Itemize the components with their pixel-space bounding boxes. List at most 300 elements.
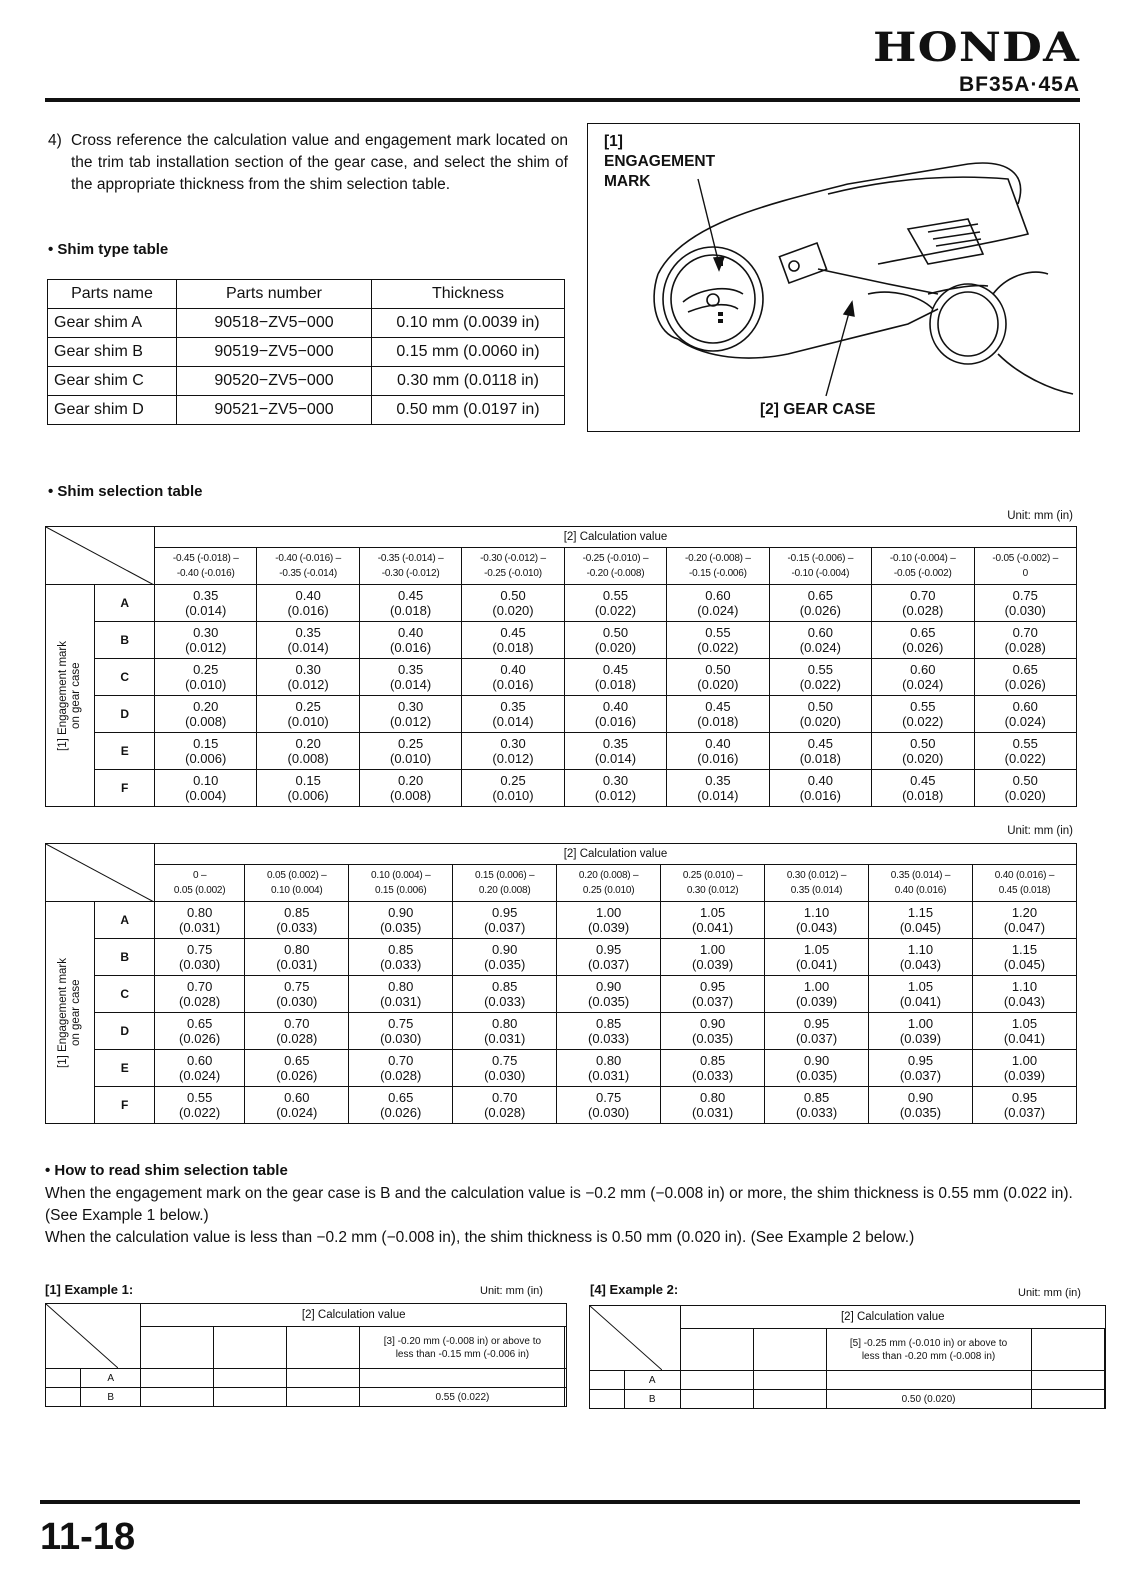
thickness-mm: 0.25 (397, 736, 424, 751)
thickness-mm: 0.65 (807, 588, 833, 603)
thickness-in: (0.033) (380, 957, 422, 972)
example2-title: [4] Example 2: (590, 1282, 679, 1297)
thickness-mm: 0.50 (500, 588, 526, 603)
thickness-mm: 1.10 (1011, 979, 1038, 994)
table-row (46, 976, 1077, 1013)
shim-thickness-cell (667, 585, 769, 622)
thickness-mm: 0.60 (807, 625, 833, 640)
thickness-mm: 1.05 (907, 979, 934, 994)
thickness-in: (0.043) (1003, 994, 1046, 1009)
shim-thickness-cell (359, 659, 461, 696)
shim-thickness-cell (462, 696, 564, 733)
thickness-mm: 0.15 (193, 736, 219, 751)
thickness-in: (0.028) (1004, 640, 1046, 655)
thickness-in: (0.024) (799, 640, 841, 655)
shim-thickness-cell (245, 902, 349, 939)
page-number: 11-18 (40, 1516, 136, 1558)
thickness-mm: 0.40 (602, 699, 629, 714)
thickness-in: (0.035) (484, 957, 526, 972)
engagement-mark: D (95, 1013, 155, 1050)
thickness-mm: 0.60 (1012, 699, 1038, 714)
thickness-in: (0.030) (1004, 603, 1046, 618)
thickness-mm: 0.70 (910, 588, 936, 603)
shim-thickness-cell (869, 976, 973, 1013)
shim-thickness-cell (972, 1087, 1076, 1124)
thickness-mm: 0.30 (602, 773, 629, 788)
thickness-mm: 0.25 (500, 773, 526, 788)
shim-thickness-cell (972, 939, 1076, 976)
thickness-mm: 0.75 (492, 1053, 518, 1068)
model-name: BF35A·45A (958, 73, 1080, 96)
example1-title: [1] Example 1: (45, 1282, 134, 1297)
thickness-in: (0.020) (697, 677, 739, 692)
shim-thickness-cell (155, 902, 245, 939)
parts-name: Gear shim A (48, 309, 177, 338)
thickness-in: (0.039) (1003, 1068, 1046, 1083)
thickness-in: (0.030) (588, 1105, 630, 1120)
range-line: 0 – (193, 870, 207, 881)
shim-thickness-cell (869, 1050, 973, 1087)
thickness-in: (0.014) (492, 714, 534, 729)
thickness-in: (0.035) (795, 1068, 838, 1083)
shim-thickness-cell (661, 902, 765, 939)
diagonal-corner (46, 527, 155, 585)
thickness-in: (0.028) (179, 994, 221, 1009)
thickness-mm: 0.60 (284, 1090, 310, 1105)
thickness-mm: 0.65 (187, 1016, 213, 1031)
shim-thickness-cell (769, 659, 871, 696)
thickness-mm: 0.85 (492, 979, 518, 994)
thickness-mm: 0.35 (500, 699, 526, 714)
honda-logo: HONDA (873, 24, 1080, 71)
thickness-in: (0.033) (276, 920, 318, 935)
thickness-mm: 0.75 (388, 1016, 414, 1031)
gear-case-figure (587, 123, 1080, 432)
thickness-in: (0.012) (287, 677, 329, 692)
thickness-mm: 0.30 (295, 662, 321, 677)
thickness-mm: 0.25 (295, 699, 321, 714)
parts-name: Gear shim C (48, 367, 177, 396)
thickness-mm: 1.00 (1011, 1053, 1038, 1068)
thickness-in: (0.022) (179, 1105, 221, 1120)
shim-thickness-cell (349, 902, 453, 939)
thickness-mm: 1.05 (803, 942, 830, 957)
shim-thickness-cell (359, 733, 461, 770)
mark-cell: A (625, 1371, 681, 1390)
range-line: -0.05 (-0.002) (893, 568, 952, 579)
thickness: 0.50 mm (0.0197 in) (372, 396, 565, 425)
thickness-in: (0.022) (697, 640, 739, 655)
parts-number: 90518−ZV5−000 (177, 309, 372, 338)
thickness-in: (0.024) (276, 1105, 318, 1120)
range-cell (826, 1329, 1031, 1371)
range-line: 0.25 (0.010) – (682, 870, 743, 881)
thickness-mm: 0.40 (500, 662, 526, 677)
thickness-mm: 0.85 (595, 1016, 622, 1031)
thickness-in: (0.037) (692, 994, 734, 1009)
range-header (453, 865, 557, 902)
thickness-in: (0.033) (484, 994, 526, 1009)
shim-thickness-cell (257, 770, 359, 807)
shim-thickness-cell (453, 1013, 557, 1050)
shim-thickness-cell (257, 622, 359, 659)
thickness-in: (0.020) (799, 714, 841, 729)
shim-thickness-cell (359, 622, 461, 659)
thickness-in: (0.028) (902, 603, 944, 618)
thickness-in: (0.031) (380, 994, 422, 1009)
shim-thickness-cell (974, 622, 1077, 659)
thickness-mm: 0.85 (284, 905, 310, 920)
thickness-mm: 0.55 (910, 699, 936, 714)
thickness-in: (0.039) (899, 1031, 942, 1046)
thickness-in: (0.037) (795, 1031, 838, 1046)
shim-thickness-cell (155, 622, 257, 659)
thickness-in: (0.016) (389, 640, 432, 655)
gear-case-drawing (588, 124, 1079, 431)
thickness-mm: 0.85 (388, 942, 414, 957)
thickness-mm: 1.15 (907, 905, 934, 920)
thickness-mm: 0.55 (1012, 736, 1038, 751)
shim-thickness-cell (349, 939, 453, 976)
range-line: -0.15 (-0.006) – (787, 553, 854, 564)
shim-thickness-cell (667, 696, 769, 733)
thickness-in: (0.020) (1004, 788, 1046, 803)
parts-number: 90520−ZV5−000 (177, 367, 372, 396)
thickness-mm: 1.10 (907, 942, 934, 957)
thickness-in: (0.014) (594, 751, 637, 766)
thickness-mm: 0.90 (803, 1053, 830, 1068)
thickness-in: (0.024) (179, 1068, 221, 1083)
shim-thickness-cell (974, 696, 1077, 733)
thickness-in: (0.035) (380, 920, 422, 935)
label-line: MARK (604, 173, 651, 190)
thickness-mm: 1.20 (1011, 905, 1038, 920)
range-header (349, 865, 453, 902)
engagement-mark: D (95, 696, 155, 733)
table-row (48, 309, 565, 338)
table-row (46, 622, 1077, 659)
step-number: 4) (48, 132, 62, 149)
thickness-in: (0.020) (594, 640, 637, 655)
range-line: -0.30 (-0.012) – (480, 553, 546, 564)
thickness-mm: 0.60 (910, 662, 936, 677)
thickness-in: (0.026) (276, 1068, 318, 1083)
thickness-in: (0.010) (389, 751, 432, 766)
shim-thickness-cell (155, 733, 257, 770)
range-header (769, 548, 871, 585)
howto-title: • How to read shim selection table (45, 1162, 288, 1179)
range-header (972, 865, 1076, 902)
shim-thickness-cell (872, 659, 974, 696)
col-thickness: Thickness (372, 280, 565, 309)
thickness-mm: 0.50 (705, 662, 731, 677)
thickness-mm: 0.80 (492, 1016, 518, 1031)
shim-thickness-cell (564, 733, 666, 770)
shim-selection-table-2 (45, 843, 1077, 1124)
shim-thickness-cell (661, 939, 765, 976)
thickness-mm: 0.75 (595, 1090, 622, 1105)
shim-selection-title: • Shim selection table (48, 483, 203, 500)
shim-thickness-cell (872, 585, 974, 622)
thickness-mm: 0.20 (295, 736, 321, 751)
thickness-in: (0.037) (1003, 1105, 1046, 1120)
range-line: -0.40 (-0.016) (176, 568, 235, 579)
thickness-mm: 0.95 (492, 905, 518, 920)
thickness-mm: 0.65 (284, 1053, 310, 1068)
range-line: -0.20 (-0.008) (586, 568, 645, 579)
thickness-mm: 0.70 (1012, 625, 1038, 640)
shim-thickness-cell (667, 770, 769, 807)
thickness-mm: 0.70 (388, 1053, 414, 1068)
shim-thickness-cell (557, 1087, 661, 1124)
thickness-mm: 0.75 (187, 942, 213, 957)
range-header (155, 548, 257, 585)
range-line: -0.05 (-0.002) – (992, 553, 1059, 564)
table-row (46, 696, 1077, 733)
shim-thickness-cell (557, 939, 661, 976)
side-label-line: on gear case (70, 979, 83, 1046)
thickness-mm: 0.95 (595, 942, 622, 957)
thickness-in: (0.014) (185, 603, 227, 618)
shim-thickness-cell (972, 976, 1076, 1013)
diagonal-corner (46, 844, 155, 902)
table-row (48, 367, 565, 396)
shim-thickness-cell (155, 976, 245, 1013)
range-header (245, 865, 349, 902)
calc-header: [2] Calculation value (680, 1306, 1105, 1329)
thickness-in: (0.031) (179, 920, 221, 935)
range-header (661, 865, 765, 902)
table-row (48, 396, 565, 425)
shim-thickness-cell (869, 1087, 973, 1124)
shim-thickness-cell (564, 585, 666, 622)
thickness-mm: 0.80 (187, 905, 213, 920)
thickness-mm: 0.55 (602, 588, 629, 603)
range-line: -0.10 (-0.004) – (889, 553, 956, 564)
shim-type-title: • Shim type table (48, 241, 169, 258)
range-line: -0.25 (-0.010) – (582, 553, 649, 564)
thickness-in: (0.008) (389, 788, 432, 803)
shim-thickness-cell (769, 585, 871, 622)
shim-thickness-cell (972, 1013, 1076, 1050)
range-line: 0.20 (0.008) – (578, 870, 639, 881)
thickness-in: (0.012) (594, 788, 637, 803)
thickness-mm: 0.20 (397, 773, 424, 788)
example1-unit: Unit: mm (in) (480, 1285, 543, 1297)
side-label-line: [1] Engagement mark (57, 957, 70, 1068)
thickness-in: (0.031) (484, 1031, 526, 1046)
range-line: 0.30 (0.012) – (786, 870, 847, 881)
thickness-in: (0.035) (588, 994, 630, 1009)
thickness-mm: 0.50 (602, 625, 629, 640)
thickness-in: (0.012) (185, 640, 227, 655)
shim-thickness-cell (257, 585, 359, 622)
thickness-in: (0.047) (1003, 920, 1046, 935)
shim-thickness-cell (155, 939, 245, 976)
calc-header: [2] Calculation value (141, 1304, 567, 1327)
thickness-mm: 0.85 (699, 1053, 726, 1068)
thickness-in: (0.045) (1003, 957, 1046, 972)
example1-table (45, 1303, 567, 1407)
thickness-mm: 0.65 (1012, 662, 1038, 677)
thickness-in: (0.041) (692, 920, 734, 935)
thickness-mm: 0.45 (500, 625, 526, 640)
thickness-in: (0.020) (492, 603, 534, 618)
range-line: 0.40 (0.016) (894, 885, 947, 896)
thickness-in: (0.033) (588, 1031, 630, 1046)
thickness-in: (0.014) (697, 788, 739, 803)
thickness-in: (0.033) (692, 1068, 734, 1083)
range-header (564, 548, 666, 585)
range-header (765, 865, 869, 902)
thickness-mm: 1.00 (907, 1016, 934, 1031)
thickness-mm: 0.80 (699, 1090, 726, 1105)
selection-grid (45, 526, 1077, 807)
range-line: -0.45 (-0.018) – (172, 553, 239, 564)
thickness-mm: 0.70 (187, 979, 213, 994)
thickness-mm: 1.00 (803, 979, 830, 994)
thickness-in: (0.039) (795, 994, 838, 1009)
thickness-in: (0.010) (287, 714, 329, 729)
thickness-in: (0.037) (588, 957, 630, 972)
range-line: 0.40 (0.016) – (994, 870, 1055, 881)
thickness-in: (0.039) (588, 920, 630, 935)
range-line: -0.35 (-0.014) – (377, 553, 444, 564)
shim-thickness-cell (872, 733, 974, 770)
thickness-in: (0.004) (185, 788, 227, 803)
range-line: -0.10 (-0.004) (791, 568, 850, 579)
range-line: 0.20 (0.008) (478, 885, 531, 896)
thickness-in: (0.006) (185, 751, 227, 766)
range-line: -0.40 (-0.016) – (275, 553, 342, 564)
col-parts-number: Parts number (177, 280, 372, 309)
header-rule (45, 98, 1080, 102)
table-row (46, 939, 1077, 976)
thickness-mm: 0.35 (705, 773, 731, 788)
shim-thickness-cell (765, 902, 869, 939)
range-header (257, 548, 359, 585)
range-line: -0.20 (-0.008) – (685, 553, 751, 564)
example2-unit: Unit: mm (in) (1018, 1287, 1081, 1299)
example2-table (589, 1305, 1106, 1409)
shim-thickness-cell (872, 622, 974, 659)
range-line: 0.35 (0.014) – (890, 870, 951, 881)
thickness-in: (0.030) (179, 957, 221, 972)
thickness-mm: 0.75 (284, 979, 310, 994)
parts-number: 90519−ZV5−000 (177, 338, 372, 367)
shim-thickness-cell (661, 976, 765, 1013)
table-row (46, 770, 1077, 807)
range-line: -0.15 (-0.006) (689, 568, 747, 579)
shim-thickness-cell (462, 622, 564, 659)
thickness-in: (0.016) (594, 714, 637, 729)
col-parts-name: Parts name (48, 280, 177, 309)
side-label-line: [1] Engagement mark (57, 640, 70, 751)
thickness-in: (0.039) (692, 957, 734, 972)
selection-grid (45, 843, 1077, 1124)
thickness-mm: 0.90 (388, 905, 414, 920)
shim-thickness-cell (765, 1013, 869, 1050)
thickness-mm: 0.95 (699, 979, 726, 994)
thickness-mm: 0.55 (705, 625, 731, 640)
shim-thickness-cell (155, 696, 257, 733)
shim-thickness-cell (245, 939, 349, 976)
shim-thickness-cell (359, 585, 461, 622)
shim-thickness-cell (155, 1087, 245, 1124)
table-row (46, 733, 1077, 770)
table-row (46, 1050, 1077, 1087)
thickness-mm: 0.55 (807, 662, 833, 677)
shim-thickness-cell (155, 770, 257, 807)
shim-thickness-cell (155, 585, 257, 622)
thickness-in: (0.010) (492, 788, 534, 803)
thickness-in: (0.024) (902, 677, 944, 692)
thickness-in: (0.022) (594, 603, 637, 618)
thickness-mm: 0.70 (284, 1016, 310, 1031)
shim-thickness-cell (462, 659, 564, 696)
thickness-mm: 0.70 (492, 1090, 518, 1105)
shim-thickness-cell (564, 770, 666, 807)
thickness-in: (0.045) (899, 920, 942, 935)
thickness-in: (0.018) (799, 751, 841, 766)
table-row (46, 902, 1077, 939)
shim-thickness-cell (349, 1050, 453, 1087)
thickness: 0.10 mm (0.0039 in) (372, 309, 565, 338)
thickness-mm: 1.15 (1011, 942, 1038, 957)
range-line: [3] -0.20 mm (-0.008 in) or above to (383, 1335, 542, 1347)
shim-thickness-cell (765, 939, 869, 976)
shim-thickness-cell (769, 622, 871, 659)
thickness-mm: 0.45 (910, 773, 936, 788)
table-row (46, 659, 1077, 696)
shim-thickness-cell (453, 902, 557, 939)
range-line: 0.05 (0.002) (173, 885, 226, 896)
thickness-in: (0.006) (287, 788, 329, 803)
shim-thickness-cell (245, 1013, 349, 1050)
shim-thickness-cell (257, 659, 359, 696)
shim-thickness-cell (462, 585, 564, 622)
thickness-in: (0.026) (179, 1031, 221, 1046)
gear-case-label: [2] GEAR CASE (760, 401, 876, 418)
thickness-mm: 0.60 (705, 588, 731, 603)
thickness-in: (0.018) (492, 640, 534, 655)
header-brand (873, 24, 1080, 97)
thickness-mm: 0.40 (397, 625, 424, 640)
shim-thickness-cell (765, 976, 869, 1013)
thickness-mm: 0.25 (193, 662, 219, 677)
shim-thickness-cell (661, 1087, 765, 1124)
shim-thickness-cell (349, 976, 453, 1013)
shim-thickness-cell (667, 622, 769, 659)
thickness-in: (0.041) (795, 957, 838, 972)
range-header (462, 548, 564, 585)
thickness-mm: 1.00 (595, 905, 622, 920)
thickness-mm: 0.85 (803, 1090, 830, 1105)
thickness-in: (0.008) (185, 714, 227, 729)
thickness-mm: 0.35 (397, 662, 424, 677)
range-header (869, 865, 973, 902)
thickness-in: (0.037) (899, 1068, 942, 1083)
shim-thickness-cell (872, 770, 974, 807)
thickness-mm: 1.10 (803, 905, 830, 920)
diagonal-corner (590, 1306, 681, 1371)
shim-thickness-cell (872, 696, 974, 733)
thickness-in: (0.026) (1004, 677, 1046, 692)
range-header (667, 548, 769, 585)
table-row (46, 1087, 1077, 1124)
thickness-in: (0.028) (276, 1031, 318, 1046)
thickness-mm: 0.50 (807, 699, 833, 714)
